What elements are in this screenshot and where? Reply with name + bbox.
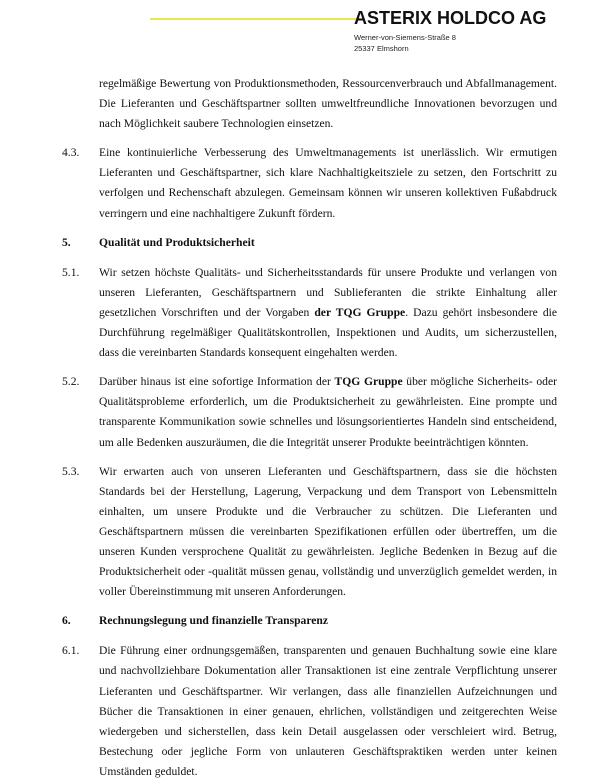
section-6-heading bbox=[62, 611, 557, 631]
paragraph-6-1 bbox=[62, 641, 557, 782]
section-number: 5. bbox=[62, 235, 71, 249]
section-title: Rechnungslegung und finanzielle Transparenz bbox=[99, 614, 329, 628]
section-title: Qualität und Produktsicherheit bbox=[99, 235, 255, 249]
paragraph-text-part: Wir setzen höchste Qualitäts- und Sicherheitsstandards für unsere Produkte und verlangen von unseren Lieferanten, Geschäftspartnern und Sublieferanten die strikte Einhaltung aller gesetzlichen Vorschriften und der Vorgaben bbox=[99, 265, 557, 319]
document-body bbox=[62, 74, 557, 782]
company-name: ASTERIX HOLDCO AG bbox=[354, 8, 547, 28]
paragraph-text: Die Führung einer ordnungsgemäßen, transparenten und genauen Buchhaltung sowie eine klare und nachvollziehbare Dokumentation aller Transaktionen ist eine zentrale Verpflichtung unserer Lieferanten und Geschäftspartner. Wir verlangen, dass alle finanziellen Aufzeichnungen und Bücher die Transaktionen in einer genauen, ehrlichen, vollständigen und zeitgerechten Weise wiedergeben und sicherstellen, dass kein Detail ausgelassen oder verschleiert wird. Betrug, Bestechung oder jegliche Form von unlauteren Geschäftspraktiken werden unter keinen Umständen geduldet. bbox=[99, 644, 557, 778]
paragraph-text-part: . Dazu gehört insbesondere die Durchführung regelmäßiger Qualitätskontrollen, Inspektionen und Audits, um sicherzustellen, dass die vereinbarten Standards konsequent eingehalten werden. bbox=[99, 305, 558, 360]
paragraph-text: Wir erwarten auch von unseren Lieferanten und Geschäftspartnern, dass sie die höchsten Standards bei der Herstellung, Lagerung, Verpackung und dem Transport von Lebensmitteln einhalten, um unsere Produkte und die Verbraucher zu schützen. Die Lieferanten und Geschäftspartnern müssen die vereinbarten Spezifikationen erfüllen oder übertreffen, um die unseren Kunden versprochene Qualität zu gewährleisten. Jegliche Bedenken in Bezug auf die Produktsicherheit oder -qualität müssen genau, vollständig und unverzüglich gemeldet werden, in voller Übereinstimmung mit unseren Anforderungen. bbox=[99, 464, 557, 599]
section-number: 6.1. bbox=[62, 644, 80, 658]
letterhead bbox=[0, 0, 609, 60]
paragraph-5-3 bbox=[62, 462, 557, 603]
section-number: 5.3. bbox=[62, 464, 80, 478]
paragraph-4-2-continued bbox=[62, 74, 557, 134]
section-number: 5.2. bbox=[62, 375, 80, 389]
section-5-heading bbox=[62, 233, 557, 253]
section-number: 5.1. bbox=[62, 265, 80, 279]
paragraph-5-1 bbox=[62, 263, 557, 363]
company-street: Werner-von-Siemens-Straße 8 bbox=[354, 33, 456, 42]
section-number: 6. bbox=[62, 614, 71, 628]
paragraph-5-2 bbox=[62, 372, 557, 452]
company-city: 25337 Elmshorn bbox=[354, 44, 409, 53]
paragraph-text-part: Darüber hinaus ist eine sofortige Information der bbox=[99, 375, 335, 389]
company-group-name: der TQG Gruppe bbox=[314, 305, 406, 319]
company-group-name: TQG Gruppe bbox=[334, 375, 403, 389]
header-accent-line bbox=[150, 18, 360, 20]
paragraph-text-part: über mögliche Sicherheits- oder Qualitätsprobleme erforderlich, um die Produktsicherheit zu gewährleisten. Eine prompte und transparente Kommunikation sowie schnelles und lösungsorientiertes Handeln sind entscheidend, um alle Bedenken auszuräumen, die die Integrität unserer Produkte beeinträchtigen könnten. bbox=[99, 375, 557, 449]
paragraph-text: Eine kontinuierliche Verbesserung des Umweltmanagements ist unerlässlich. Wir ermutigen Lieferanten und Geschäftspartner, sich klare Nachhaltigkeitsziele zu setzen, den Fortschritt zu verfolgen und Rechenschaft abzulegen. Gemeinsam können wir unseren kollektiven Fußabdruck verringern und eine nachhaltigere Zukunft fördern. bbox=[99, 146, 557, 220]
paragraph-4-3 bbox=[62, 143, 557, 223]
section-number: 4.3. bbox=[62, 146, 80, 160]
paragraph-text: regelmäßige Bewertung von Produktionsmethoden, Ressourcenverbrauch und Abfallmanagement. Die Lieferanten und Geschäftspartner sollten umweltfreundliche Innovationen bevorzugen und nach Möglichkeit saubere Technologien einsetzen. bbox=[99, 77, 557, 131]
